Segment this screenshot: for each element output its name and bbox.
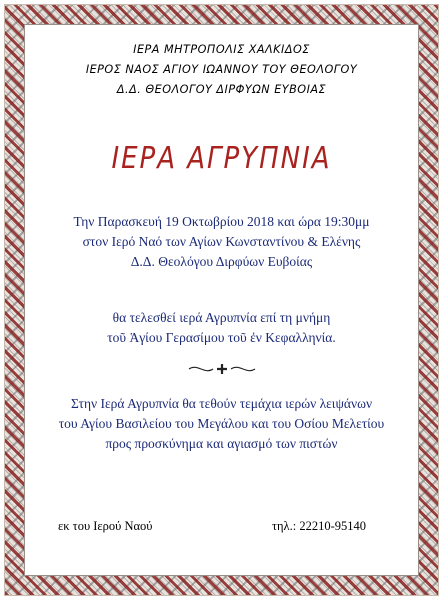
relics-line-1: Στην Ιερά Αγρυπνία θα τεθούν τεμάχια ιερών λειψάνων	[70, 396, 373, 411]
announcement-date-line: Την Παρασκευή 19 Οκτωβρίου 2018 και ώρα 19:30μμ	[73, 214, 370, 229]
ornamental-divider	[24, 362, 419, 376]
commemoration-block	[24, 308, 419, 348]
footer-issuer: εκ του Ιερού Ναού	[58, 519, 153, 533]
header-village: Δ.Δ. ΘΕΟΛΟΓΟΥ ΔΙΡΦΥΩΝ ΕΥΒΟΙΑΣ	[116, 83, 327, 96]
document-panel	[24, 24, 419, 576]
announcement-block	[24, 212, 419, 272]
header-church: ΙΕΡΟΣ ΝΑΟΣ ΑΓΙΟΥ ΙΩΑΝΝΟΥ ΤΟΥ ΘΕΟΛΟΓΟΥ	[85, 63, 358, 76]
relics-line-2: του Αγίου Βασιλείου του Μεγάλου και του Οσίου Μελετίου	[58, 416, 385, 431]
announcement-church-line: στον Ιερό Ναό των Αγίων Κωνσταντίνου & Ελένης	[82, 234, 361, 249]
header	[24, 40, 419, 100]
relics-line-3: προς προσκύνημα και αγιασμό των πιστών	[105, 436, 338, 451]
ornamental-cross-icon	[187, 362, 257, 376]
commemoration-line-1: θα τελεσθεί ιερά Αγρυπνία επί τη μνήμη	[112, 310, 331, 325]
footer-phone: τηλ.: 22210-95140	[272, 519, 367, 533]
commemoration-line-2: τοῦ Ἁγίου Γερασίμου τοῦ ἐν Κεφαλληνία.	[107, 330, 336, 345]
header-metropolis: ΙΕΡΑ ΜΗΤΡΟΠΟΛΙΣ ΧΑΛΚΙΔΟΣ	[133, 43, 310, 56]
relics-block	[24, 394, 419, 454]
page-title: ΙΕΡΑ ΑΓΡΥΠΝΙΑ	[111, 141, 332, 177]
announcement-village-line: Δ.Δ. Θεολόγου Διρφύων Ευβοίας	[130, 254, 313, 269]
